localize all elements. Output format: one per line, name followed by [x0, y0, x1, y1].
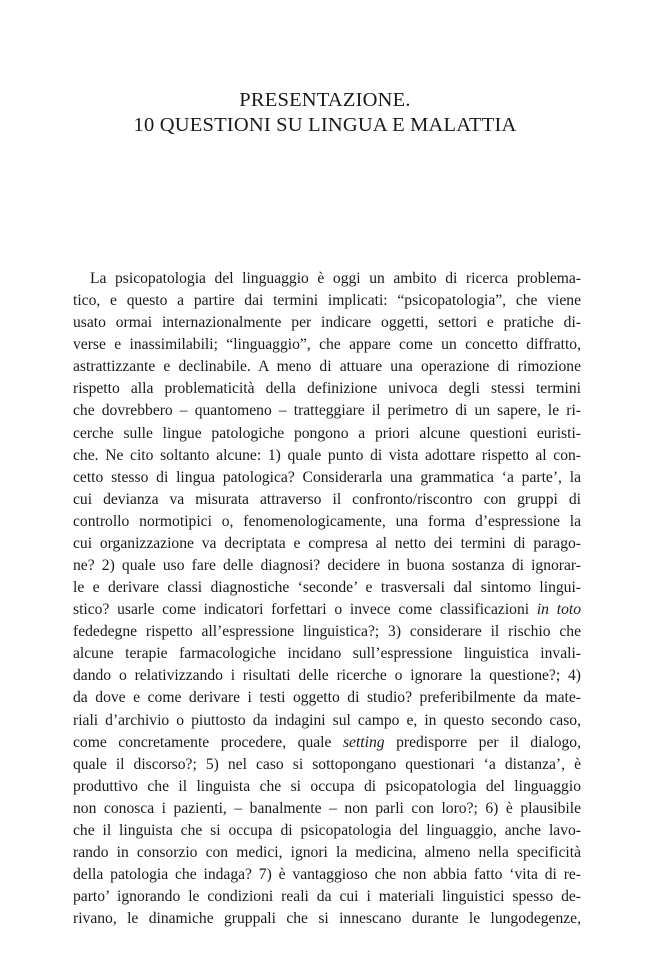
text-line: [73, 378, 581, 400]
text-line: [73, 334, 581, 356]
text-line: [73, 754, 581, 776]
text-segment: dando o relativizzando i risultati delle ricerche o ignorare la questione?; 4): [73, 667, 581, 685]
text-segment: come concretamente procedere, quale: [73, 733, 343, 751]
text-line: [73, 732, 581, 754]
text-segment: stico? usarle come indicatori forfettari o invece come classificazioni: [73, 601, 537, 619]
text-line: [73, 423, 581, 445]
text-line: [73, 687, 581, 709]
text-segment: le e derivare classi diagnostiche ‘seconde’ e trasversali dal sintomo lingui-: [73, 579, 581, 597]
text-line: [73, 555, 581, 577]
text-segment: tico, e questo a partire dai termini implicati: “psicopatologia”, che viene: [73, 292, 581, 310]
text-segment: rispetto alla problematicità della definizione univoca degli stessi termini: [73, 380, 581, 398]
text-segment: che il linguista che si occupa di psicopatologia del linguaggio, anche lavo-: [73, 821, 581, 839]
text-segment: ne? 2) quale uso fare delle diagnosi? decidere in buona sostanza di ignorar-: [73, 557, 581, 575]
text-line: [73, 356, 581, 378]
text-line: [73, 268, 581, 290]
text-segment: quale il discorso?; 5) nel caso si sottopongano questionari ‘a distanza’, è: [73, 755, 581, 773]
text-line: [73, 820, 581, 842]
text-segment: parto’ ignorando le condizioni reali da cui i materiali linguistici spesso de-: [73, 888, 581, 906]
text-segment: fededegne rispetto all’espressione linguistica?; 3) considerare il rischio che: [73, 623, 581, 641]
text-line: [73, 798, 581, 820]
text-segment: alcune terapie farmacologiche incidano sull’espressione linguistica invali-: [73, 645, 581, 663]
italic-term: setting: [342, 733, 385, 751]
text-segment: predisporre per il dialogo,: [384, 733, 581, 751]
body-paragraph: [73, 268, 581, 930]
text-line: [73, 908, 581, 930]
text-line: [73, 864, 581, 886]
text-segment: riali d’archivio o piuttosto da indagini sul campo e, in questo secondo caso,: [73, 711, 581, 729]
text-line: [73, 643, 581, 665]
text-line: [73, 665, 581, 687]
text-line: [73, 312, 581, 334]
text-segment: usato ormai internazionalmente per indicare oggetti, settori e pratiche di-: [73, 314, 581, 332]
text-line: [73, 533, 581, 555]
text-segment: che dovrebbero – quantomeno – tratteggiare il perimetro di un sapere, le ri-: [73, 402, 581, 420]
text-line: [73, 467, 581, 489]
text-segment: rando in consorzio con medici, ignori la medicina, almeno nella specificità: [73, 844, 581, 862]
text-line: [73, 710, 581, 732]
text-line: [73, 886, 581, 908]
text-segment: che. Ne cito soltanto alcune: 1) quale punto di vista adottare rispetto al con-: [73, 446, 581, 464]
text-line: [73, 290, 581, 312]
italic-term: in toto: [536, 601, 581, 619]
text-segment: cui organizzazione va decriptata e compresa al netto dei termini di parago-: [73, 534, 581, 552]
text-segment: non conosca i pazienti, – banalmente – non parli con loro?; 6) è plausibile: [73, 799, 581, 817]
chapter-heading-line-2: 10 QUESTIONI SU LINGUA E MALATTIA: [133, 114, 517, 136]
text-segment: rivano, le dinamiche gruppali che si innescano durante le lungodegenze,: [73, 910, 581, 928]
text-line: [73, 842, 581, 864]
text-segment: La psicopatologia del linguaggio è oggi un ambito di ricerca problema-: [90, 270, 581, 287]
text-line: [73, 599, 581, 621]
text-line: [73, 489, 581, 511]
text-line: [73, 621, 581, 643]
text-segment: da dove e come derivare i testi oggetto di studio? preferibilmente da mate-: [73, 689, 581, 707]
text-segment: controllo normotipici o, fenomenologicamente, una forma d’espressione la: [73, 512, 581, 530]
text-segment: astrattizzante e declinabile. A meno di attuare una operazione di rimozione: [73, 358, 581, 376]
chapter-heading-line-1: PRESENTAZIONE.: [239, 89, 411, 111]
chapter-heading: [0, 88, 650, 138]
text-segment: della patologia che indaga? 7) è vantaggioso che non abbia fatto ‘vita di re-: [73, 866, 581, 884]
text-segment: produttivo che il linguista che si occupa di psicopatologia del linguaggio: [73, 777, 581, 795]
text-segment: cerche sulle lingue patologiche pongono a priori alcune questioni euristi-: [73, 424, 581, 442]
text-segment: verse e inassimilabili; “linguaggio”, che appare come un concetto diffratto,: [73, 336, 581, 354]
text-line: [73, 776, 581, 798]
text-segment: cui devianza va misurata attraverso il confronto/riscontro con gruppi di: [73, 490, 581, 508]
text-line: [73, 400, 581, 422]
text-line: [73, 511, 581, 533]
text-line: [73, 577, 581, 599]
text-segment: cetto stesso di lingua patologica? Considerarla una grammatica ‘a parte’, la: [73, 468, 581, 486]
text-line: [73, 445, 581, 467]
